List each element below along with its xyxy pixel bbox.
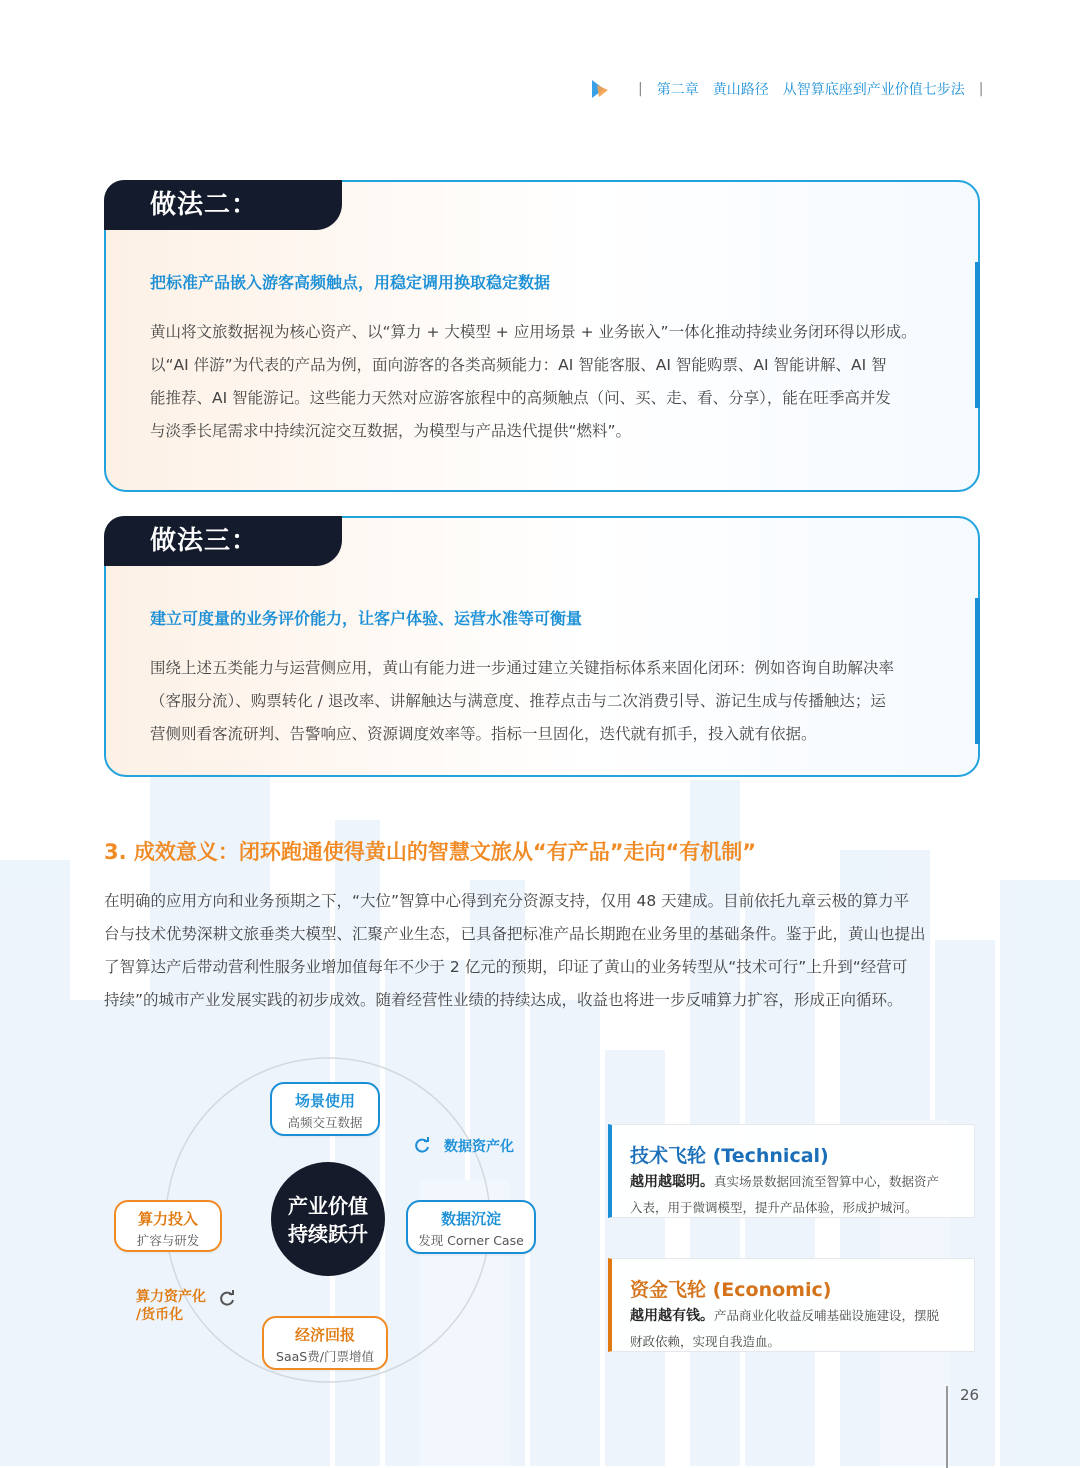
page-number: 26 xyxy=(960,1386,980,1404)
body-line: （客服分流）、购票转化 / 退改率、讲解触达与满意度、推荐点击与二次消费引导、游记生成与传播触达；运 xyxy=(150,692,886,710)
node-title: 算力投入 xyxy=(137,1210,198,1228)
node-sub: 发现 Corner Case xyxy=(418,1233,524,1248)
body-line: 围绕上述五类能力与运营侧应用，黄山有能力进一步通过建立关键指标体系来固化闭环：例如咨询自助解决率 xyxy=(150,659,895,677)
economic-flywheel-box xyxy=(608,1258,975,1352)
body-line: 营侧则看客流研判、告警响应、资源调度效率等。指标一旦固化，迭代就有抓手，投入就有依据。 xyxy=(150,725,817,743)
economic-text: 财政依赖，实现自我造血。 xyxy=(630,1334,781,1349)
economic-flywheel-desc xyxy=(630,1303,966,1355)
para-line: 持续”的城市产业发展实践的初步成效。随着经营性业绩的持续达成，收益也将进一步反哺算力扩容，形成正向循环。 xyxy=(104,991,903,1009)
page-divider xyxy=(946,1386,948,1468)
node-title: 数据沉淀 xyxy=(440,1210,501,1228)
economic-lead: 越用越有钱。 xyxy=(630,1308,714,1324)
header-section: 黄山路径 xyxy=(712,82,769,98)
body-line: 能推荐、AI 智能游记。这些能力天然对应游客旅程中的高频触点（问、买、走、看、分享），能在旺季高并发 xyxy=(150,389,891,407)
node-sub: 扩容与研发 xyxy=(136,1233,200,1248)
header-divider-end: | xyxy=(978,81,984,97)
method-three-body xyxy=(150,652,938,751)
technical-text: 真实场景数据回流至智算中心，数据资产 xyxy=(714,1174,940,1189)
body-line: 与淡季长尾需求中持续沉淀交互数据，为模型与产品迭代提供“燃料”。 xyxy=(150,422,632,440)
method-two-subtitle: 把标准产品嵌入游客高频触点，用稳定调用换取稳定数据 xyxy=(150,273,551,292)
method-two-card xyxy=(104,180,980,492)
node-sub: 高频交互数据 xyxy=(287,1115,363,1130)
technical-flywheel-desc xyxy=(630,1169,966,1221)
economic-text: 产品商业化收益反哺基础设施建设，摆脱 xyxy=(714,1308,940,1323)
method-three-subtitle: 建立可度量的业务评价能力，让客户体验、运营水准等可衡量 xyxy=(150,609,583,628)
body-line: 以“AI 伴游”为代表的产品为例，面向游客的各类高频能力：AI 智能客服、AI 智能购票、AI 智能讲解、AI 智 xyxy=(150,356,887,374)
core-line-1: 产业价值 xyxy=(288,1194,368,1218)
header-title: 从智算底座到产业价值七步法 xyxy=(782,82,965,98)
technical-flywheel-box xyxy=(608,1124,975,1218)
technical-flywheel-title: 技术飞轮 (Technical) xyxy=(630,1145,829,1167)
technical-text: 入表，用于微调模型，提升产品体验，形成护城河。 xyxy=(630,1200,918,1215)
label-line: /货币化 xyxy=(136,1307,184,1323)
economic-flywheel-title: 资金飞轮 (Economic) xyxy=(630,1279,832,1301)
method-three-tag: 做法三： xyxy=(104,516,342,566)
method-two-tag: 做法二： xyxy=(104,180,342,230)
method-two-body xyxy=(150,316,938,448)
node-title: 场景使用 xyxy=(294,1092,355,1110)
card-accent-bar xyxy=(975,598,980,744)
section-three-title: 3. 成效意义：闭环跑通使得黄山的智慧文旅从“有产品”走向“有机制” xyxy=(104,840,757,864)
header-chapter: 第二章 xyxy=(656,82,699,98)
para-line: 在明确的应用方向和业务预期之下，“大位”智算中心得到充分资源支持，仅用 48 天建成。目前依托九章云极的算力平 xyxy=(104,892,910,910)
body-line: 黄山将文旅数据视为核心资产、以“算力 + 大模型 + 应用场景 + 业务嵌入”一体化推动持续业务闭环得以形成。 xyxy=(150,323,917,341)
section-three-paragraph xyxy=(104,885,980,1017)
method-three-card xyxy=(104,516,980,777)
logo-icon xyxy=(588,77,612,101)
label-line: 算力资产化 xyxy=(136,1289,206,1305)
label-data-asset: 数据资产化 xyxy=(444,1139,514,1155)
node-sub: SaaS费/门票增值 xyxy=(276,1349,374,1364)
header-divider: | xyxy=(638,81,643,97)
core-line-2: 持续跃升 xyxy=(288,1222,368,1246)
chapter-header xyxy=(588,74,997,104)
para-line: 了智算达产后带动营利性服务业增加值每年不少于 2 亿元的预期，印证了黄山的业务转型从“技术可行”上升到“经营可 xyxy=(104,958,908,976)
para-line: 台与技术优势深耕文旅垂类大模型、汇聚产业生态，已具备把标准产品长期跑在业务里的基础条件。鉴于此，黄山也提出 xyxy=(104,925,926,943)
technical-lead: 越用越聪明。 xyxy=(630,1174,714,1190)
card-accent-bar xyxy=(975,262,980,408)
node-title: 经济回报 xyxy=(294,1326,355,1344)
